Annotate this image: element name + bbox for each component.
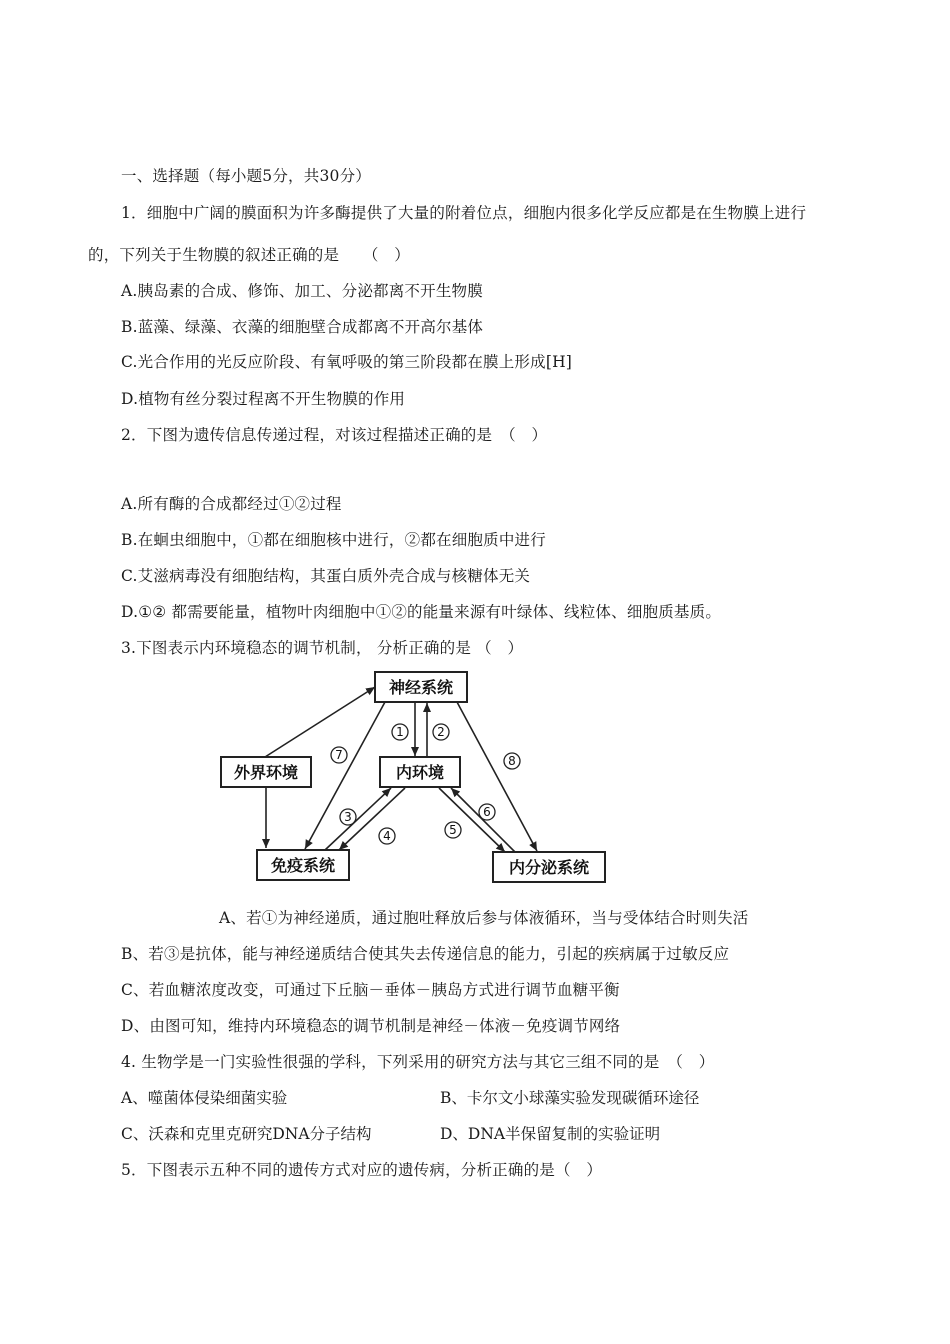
q1-option-a: A.胰岛素的合成、修饰、加工、分泌都离不开生物膜 — [121, 282, 483, 300]
external-environment-label: 外界环境 — [233, 763, 299, 782]
q2-option-c: C.艾滋病毒没有细胞结构，其蛋白质外壳合成与核糖体无关 — [121, 567, 531, 585]
q5-stem: 5．下图表示五种不同的遗传方式对应的遗传病，分析正确的是（ ） — [121, 1161, 603, 1179]
label-1 — [392, 724, 408, 740]
arrow-external-to-nervous — [265, 687, 375, 757]
q2-option-b: B.在蛔虫细胞中，①都在细胞核中进行，②都在细胞质中进行 — [121, 531, 546, 549]
label-7 — [331, 747, 347, 763]
label-6 — [479, 804, 495, 820]
q1-option-c: C.光合作用的光反应阶段、有氧呼吸的第三阶段都在膜上形成[H] — [121, 353, 573, 371]
q3-option-b: B、若③是抗体，能与神经递质结合使其失去传递信息的能力，引起的疾病属于过敏反应 — [121, 945, 730, 963]
q4-option-c: C、沃森和克里克研究DNA分子结构 — [121, 1125, 372, 1143]
endocrine-system-label: 内分泌系统 — [508, 858, 590, 877]
label-4 — [379, 828, 395, 844]
q4-option-d: D、DNA半保留复制的实验证明 — [440, 1125, 661, 1143]
endocrine-system-box — [493, 852, 605, 882]
q4-stem: 4. 生物学是一门实验性很强的学科，下列采用的研究方法与其它三组不同的是 （ ） — [121, 1053, 715, 1071]
q3-stem: 3.下图表示内环境稳态的调节机制， 分析正确的是 （ ） — [121, 639, 524, 657]
q1-option-b: B.蓝藻、绿藻、衣藻的细胞壁合成都离不开高尔基体 — [121, 318, 484, 336]
svg-text:3: 3 — [344, 810, 352, 824]
svg-text:1: 1 — [396, 725, 404, 739]
q1-option-d: D.植物有丝分裂过程离不开生物膜的作用 — [121, 390, 406, 408]
q4-option-b: B、卡尔文小球藻实验发现碳循环途径 — [440, 1089, 700, 1107]
svg-text:5: 5 — [449, 823, 457, 837]
immune-system-box — [257, 850, 349, 880]
internal-environment-box — [380, 757, 460, 787]
svg-text:4: 4 — [383, 829, 391, 843]
label-8 — [504, 753, 520, 769]
nervous-system-label: 神经系统 — [388, 678, 454, 697]
svg-text:8: 8 — [508, 754, 516, 768]
svg-text:7: 7 — [335, 748, 343, 762]
q1-stem-line2: 的，下列关于生物膜的叙述正确的是 （ ） — [88, 246, 410, 264]
label-2 — [433, 724, 449, 740]
svg-text:6: 6 — [483, 805, 491, 819]
q4-option-a: A、噬菌体侵染细菌实验 — [121, 1089, 288, 1107]
q2-option-d: D.①② 都需要能量，植物叶肉细胞中①②的能量来源有叶绿体、线粒体、细胞质基质。 — [121, 603, 722, 621]
nervous-system-box — [375, 672, 467, 702]
q1-stem-line1: 1．细胞中广阔的膜面积为许多酶提供了大量的附着位点，细胞内很多化学反应都是在生物膜上进行 — [121, 204, 807, 222]
q2-option-a: A.所有酶的合成都经过①②过程 — [121, 495, 342, 513]
label-5 — [445, 822, 461, 838]
q3-option-d: D、由图可知，维持内环境稳态的调节机制是神经－体液－免疫调节网络 — [121, 1017, 621, 1035]
arrow-5-internal-to-endocrine — [439, 788, 505, 852]
q2-stem: 2．下图为遗传信息传递过程，对该过程描述正确的是 （ ） — [121, 426, 548, 444]
arrow-6-endocrine-to-internal — [451, 788, 515, 852]
label-3 — [340, 809, 356, 825]
q3-option-c: C、若血糖浓度改变，可通过下丘脑－垂体－胰岛方式进行调节血糖平衡 — [121, 981, 620, 999]
q3-option-a: A、若①为神经递质，通过胞吐释放后参与体液循环，当与受体结合时则失活 — [219, 909, 749, 927]
regulation-diagram — [215, 662, 615, 887]
svg-text:2: 2 — [437, 725, 445, 739]
external-environment-box — [221, 757, 311, 787]
section-title: 一、选择题（每小题5分，共30分） — [121, 167, 371, 185]
internal-environment-label: 内环境 — [395, 763, 445, 782]
immune-system-label: 免疫系统 — [270, 856, 336, 875]
arrow-8-nervous-to-endocrine — [457, 702, 537, 851]
